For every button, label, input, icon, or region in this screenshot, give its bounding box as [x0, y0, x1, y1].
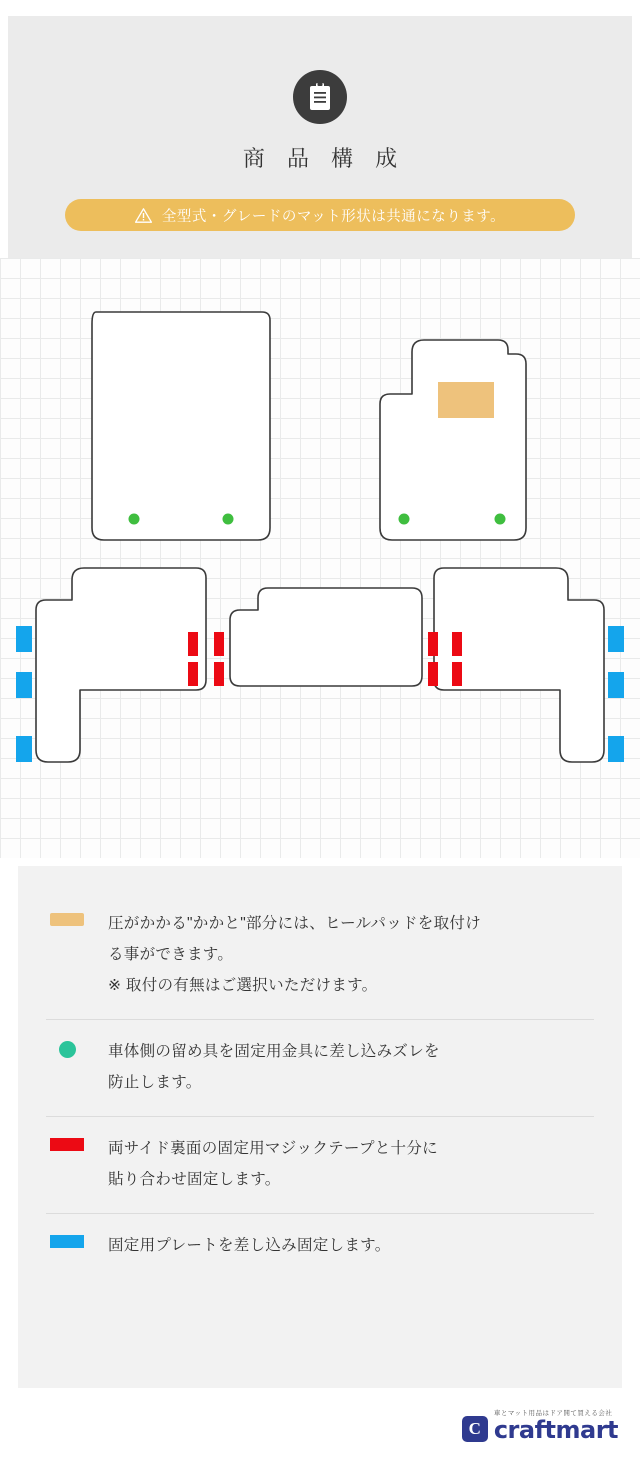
list-item — [46, 1019, 594, 1116]
red-tape-swatch — [46, 1133, 88, 1151]
brand-name: craftmart — [493, 1416, 618, 1444]
blue-plate-marker — [16, 736, 32, 762]
footer-section — [0, 1400, 640, 1463]
warning-triangle-icon — [135, 208, 152, 223]
legend-line: 圧がかかる"かかと"部分には、ヒールパッドを取付け — [108, 915, 481, 932]
green-dot-marker — [495, 514, 506, 525]
legend-line: ※ 取付の有無はご選択いただけます。 — [108, 977, 378, 994]
floor-mat-layout-diagram — [0, 258, 640, 858]
list-item — [46, 1116, 594, 1213]
blue-plate-marker — [16, 672, 32, 698]
legend-line: 固定用プレートを差し込み固定します。 — [108, 1237, 391, 1254]
red-tape-marker — [428, 662, 438, 686]
green-dot-marker — [399, 514, 410, 525]
blue-plate-marker — [608, 736, 624, 762]
legend-line: 貼り合わせ固定します。 — [108, 1171, 281, 1188]
legend-text — [108, 908, 481, 1001]
legend-panel — [18, 866, 622, 1388]
clipboard-icon — [293, 70, 347, 124]
list-item — [46, 1213, 594, 1279]
legend-text — [108, 1230, 391, 1261]
brand-logo — [462, 1408, 618, 1442]
legend-line: 両サイド裏面の固定用マジックテープと十分に — [108, 1140, 438, 1157]
legend-line: る事ができます。 — [108, 946, 234, 963]
list-item — [46, 892, 594, 1019]
legend-line: 防止します。 — [108, 1074, 202, 1091]
blue-plate-swatch — [46, 1230, 88, 1248]
blue-plate-marker — [16, 626, 32, 652]
legend-text — [108, 1133, 438, 1195]
brand-tagline: 車とマット用品はドア開て買える会社 — [493, 1410, 613, 1417]
heel-pad-swatch — [46, 908, 88, 926]
header-section — [8, 16, 632, 258]
red-tape-marker — [452, 632, 462, 656]
heel-pad-marker — [438, 382, 494, 418]
red-tape-marker — [452, 662, 462, 686]
notice-text: 全型式・グレードのマット形状は共通になります。 — [161, 208, 506, 225]
green-dot-swatch — [46, 1036, 88, 1058]
blue-plate-marker — [608, 626, 624, 652]
notice-banner — [65, 199, 575, 231]
blue-plate-marker — [608, 672, 624, 698]
brand-mark-icon: C — [462, 1416, 488, 1442]
red-tape-marker — [214, 662, 224, 686]
red-tape-marker — [188, 632, 198, 656]
legend-text — [108, 1036, 440, 1098]
red-tape-marker — [188, 662, 198, 686]
green-dot-marker — [223, 514, 234, 525]
green-dot-marker — [129, 514, 140, 525]
legend-line: 車体側の留め具を固定用金具に差し込みズレを — [108, 1043, 440, 1060]
page-title: 商 品 構 成 — [242, 146, 406, 171]
red-tape-marker — [428, 632, 438, 656]
red-tape-marker — [214, 632, 224, 656]
